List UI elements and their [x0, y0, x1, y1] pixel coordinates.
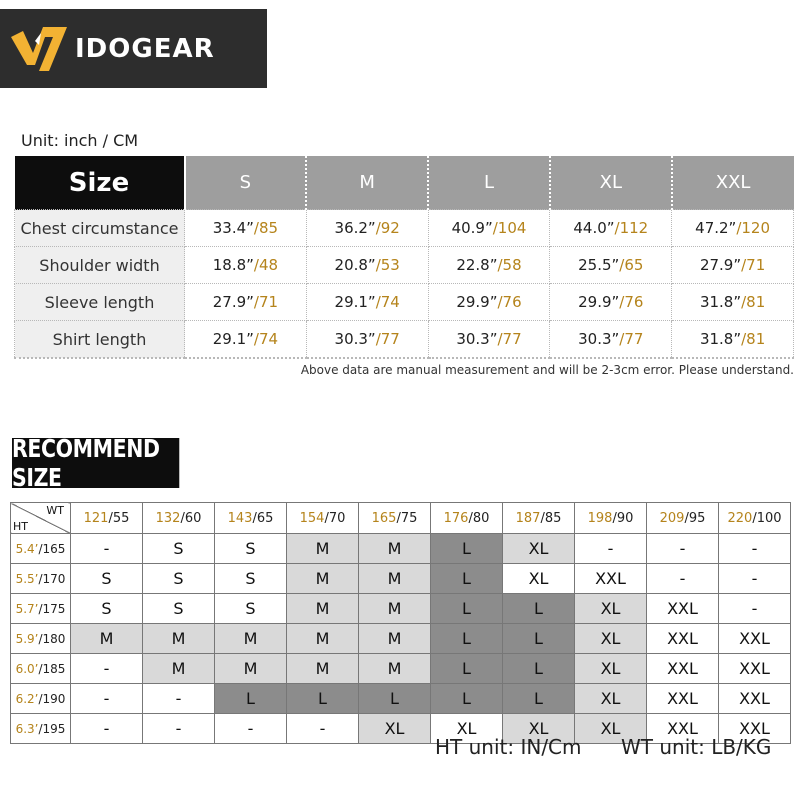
measurement-cell — [306, 210, 428, 247]
height-cm: /185 — [38, 661, 66, 676]
measurement-label: Chest circumstance — [15, 210, 185, 247]
inch-value: 27.9” — [699, 256, 742, 274]
weight-lb: 209 — [659, 510, 685, 526]
recommended-size-cell: M — [215, 624, 287, 654]
recommended-size-cell: L — [431, 594, 503, 624]
recommended-size-cell: XL — [503, 714, 575, 744]
weight-lb: 121 — [83, 510, 109, 526]
recommended-size-cell: XXL — [719, 624, 791, 654]
inch-value: 22.8” — [456, 256, 498, 274]
recommended-size-cell: M — [287, 624, 359, 654]
weight-column-header — [719, 503, 791, 534]
cm-value: /65 — [619, 256, 644, 274]
cm-value: /104 — [492, 219, 527, 237]
weight-lb: 143 — [227, 510, 253, 526]
recommended-size-cell: XXL — [647, 654, 719, 684]
ht-axis-label: HT — [13, 520, 28, 533]
inch-value: 29.1” — [212, 330, 254, 348]
cm-value: /81 — [741, 293, 766, 311]
cm-value: /76 — [619, 293, 644, 311]
measurement-cell — [185, 284, 307, 321]
recommended-size-cell: M — [287, 534, 359, 564]
weight-kg: /95 — [684, 510, 706, 526]
wt-unit-note: WT unit: LB/KG — [621, 735, 772, 759]
weight-kg: /85 — [540, 510, 562, 526]
recommended-size-cell: XL — [575, 654, 647, 684]
recommended-size-cell: XL — [503, 534, 575, 564]
size-column-header: XXL — [672, 156, 794, 210]
recommended-size-cell: S — [143, 594, 215, 624]
measurement-cell — [428, 247, 550, 284]
measurement-cell — [428, 284, 550, 321]
recommended-size-cell: XXL — [719, 684, 791, 714]
size-chart-row — [15, 284, 794, 321]
weight-lb: 132 — [155, 510, 181, 526]
height-cm: /190 — [38, 691, 66, 706]
recommended-size-cell: - — [215, 714, 287, 744]
weight-column-header — [287, 503, 359, 534]
weight-column-header — [503, 503, 575, 534]
inch-value: 29.9” — [456, 293, 498, 311]
height-cm: /170 — [38, 571, 66, 586]
recommend-row — [11, 684, 791, 714]
measurement-cell — [428, 210, 550, 247]
cm-value: /112 — [614, 219, 649, 237]
measurement-cell — [550, 210, 672, 247]
recommended-size-cell: - — [719, 534, 791, 564]
cm-value: /76 — [497, 293, 522, 311]
weight-lb: 198 — [587, 510, 613, 526]
height-in: 5.7’ — [15, 601, 39, 616]
size-chart-header-row — [15, 156, 794, 210]
measurement-cell — [428, 321, 550, 359]
measurement-cell — [672, 210, 794, 247]
cm-value: /85 — [253, 219, 279, 237]
recommended-size-cell: XXL — [647, 594, 719, 624]
recommend-row — [11, 654, 791, 684]
recommend-row — [11, 564, 791, 594]
height-row-header — [11, 534, 71, 564]
inch-value: 20.8” — [334, 256, 376, 274]
recommended-size-cell: XL — [575, 594, 647, 624]
recommended-size-cell: - — [287, 714, 359, 744]
recommended-size-cell: S — [143, 534, 215, 564]
recommended-size-cell: S — [143, 564, 215, 594]
size-header-label: Size — [15, 156, 185, 210]
recommend-row — [11, 534, 791, 564]
weight-column-header — [431, 503, 503, 534]
recommend-header-row — [11, 503, 791, 534]
measurement-label: Sleeve length — [15, 284, 185, 321]
recommended-size-cell: S — [71, 594, 143, 624]
inch-value: 27.9” — [212, 293, 254, 311]
measurement-cell — [550, 284, 672, 321]
recommended-size-cell: - — [719, 564, 791, 594]
weight-kg: /100 — [752, 510, 782, 526]
height-in: 6.3’ — [15, 721, 39, 736]
inch-value: 30.3” — [578, 330, 620, 348]
height-in: 5.9’ — [15, 631, 39, 646]
recommended-size-cell: M — [215, 654, 287, 684]
inch-value: 30.3” — [334, 330, 376, 348]
inch-value: 36.2” — [334, 219, 376, 237]
recommended-size-cell: S — [215, 594, 287, 624]
recommended-size-cell: - — [143, 714, 215, 744]
inch-value: 40.9” — [451, 219, 493, 237]
measurement-cell — [550, 321, 672, 359]
recommended-size-cell: M — [359, 654, 431, 684]
measurement-cell — [550, 247, 672, 284]
cm-value: /71 — [741, 256, 766, 274]
inch-value: 18.8” — [212, 256, 254, 274]
height-cm: /165 — [38, 541, 66, 556]
unit-label: Unit: inch / CM — [21, 131, 139, 150]
measurement-cell — [185, 321, 307, 359]
recommended-size-cell: M — [359, 624, 431, 654]
recommended-size-cell: XL — [575, 624, 647, 654]
weight-lb: 220 — [727, 510, 753, 526]
measurement-cell — [306, 284, 428, 321]
inch-value: 31.8” — [699, 293, 742, 311]
cm-value: /74 — [375, 293, 400, 311]
size-column-header: L — [428, 156, 550, 210]
cm-value: /77 — [375, 330, 400, 348]
recommended-size-cell: L — [359, 684, 431, 714]
recommended-size-cell: M — [287, 564, 359, 594]
ht-wt-corner-cell — [11, 503, 71, 534]
recommended-size-cell: XL — [431, 714, 503, 744]
cm-value: /120 — [736, 219, 771, 237]
size-column-header: XL — [550, 156, 672, 210]
measurement-cell — [306, 247, 428, 284]
recommended-size-cell: XL — [503, 564, 575, 594]
recommended-size-cell: M — [359, 564, 431, 594]
wt-axis-label: WT — [46, 504, 64, 517]
cm-value: /77 — [619, 330, 644, 348]
brand-name: IDOGEAR — [75, 33, 215, 64]
size-chart-row — [15, 210, 794, 247]
weight-lb: 154 — [299, 510, 325, 526]
inch-value: 44.0” — [573, 219, 615, 237]
recommended-size-cell: XXL — [719, 714, 791, 744]
recommended-size-cell: M — [359, 594, 431, 624]
measurement-label: Shoulder width — [15, 247, 185, 284]
recommended-size-cell: - — [647, 564, 719, 594]
weight-column-header — [359, 503, 431, 534]
cm-value: /48 — [253, 256, 279, 274]
recommended-size-cell: XL — [359, 714, 431, 744]
weight-lb: 176 — [443, 510, 469, 526]
inch-value: 29.9” — [578, 293, 620, 311]
weight-column-header — [143, 503, 215, 534]
measurement-cell — [185, 247, 307, 284]
weight-column-header — [647, 503, 719, 534]
height-row-header — [11, 564, 71, 594]
recommended-size-cell: L — [503, 594, 575, 624]
recommended-size-cell: XXL — [647, 714, 719, 744]
recommended-size-cell: L — [503, 624, 575, 654]
recommend-row — [11, 624, 791, 654]
size-chart-table — [14, 156, 794, 359]
weight-column-header — [575, 503, 647, 534]
height-in: 5.5’ — [15, 571, 39, 586]
ht-unit-note: HT unit: IN/Cm — [435, 735, 582, 759]
recommended-size-cell: M — [71, 624, 143, 654]
recommended-size-cell: - — [143, 684, 215, 714]
measurement-cell — [306, 321, 428, 359]
recommended-size-cell: - — [575, 534, 647, 564]
height-row-header — [11, 714, 71, 744]
weight-lb: 187 — [515, 510, 541, 526]
recommended-size-cell: L — [431, 624, 503, 654]
recommended-size-cell: L — [503, 654, 575, 684]
recommended-size-cell: - — [647, 534, 719, 564]
height-in: 6.0’ — [15, 661, 39, 676]
weight-kg: /75 — [396, 510, 418, 526]
cm-value: /53 — [375, 256, 400, 274]
recommended-size-cell: XXL — [719, 654, 791, 684]
recommend-row — [11, 594, 791, 624]
recommended-size-cell: XXL — [575, 564, 647, 594]
recommended-size-cell: M — [143, 654, 215, 684]
recommended-size-cell: XXL — [647, 624, 719, 654]
weight-kg: /70 — [324, 510, 346, 526]
brand-logo — [0, 9, 267, 88]
size-chart-row — [15, 247, 794, 284]
recommended-size-cell: XL — [575, 684, 647, 714]
weight-lb: 165 — [371, 510, 397, 526]
recommended-size-cell: S — [215, 534, 287, 564]
recommended-size-cell: XXL — [647, 684, 719, 714]
inch-value: 30.3” — [456, 330, 498, 348]
measurement-cell — [672, 321, 794, 359]
recommended-size-cell: S — [215, 564, 287, 594]
recommended-size-cell: L — [215, 684, 287, 714]
height-row-header — [11, 654, 71, 684]
measurement-cell — [672, 284, 794, 321]
cm-value: /71 — [253, 293, 279, 311]
weight-column-header — [215, 503, 287, 534]
recommended-size-cell: L — [503, 684, 575, 714]
inch-value: 47.2” — [695, 219, 737, 237]
measurement-cell — [672, 247, 794, 284]
recommended-size-cell: M — [359, 534, 431, 564]
recommended-size-cell: L — [431, 684, 503, 714]
recommended-size-cell: - — [71, 714, 143, 744]
recommended-size-cell: - — [719, 594, 791, 624]
height-row-header — [11, 684, 71, 714]
cm-value: /92 — [375, 219, 400, 237]
cm-value: /77 — [497, 330, 522, 348]
height-cm: /195 — [38, 721, 66, 736]
cm-value: /74 — [253, 330, 279, 348]
cm-value: /81 — [741, 330, 766, 348]
size-chart-row — [15, 321, 794, 359]
recommended-size-cell: L — [431, 564, 503, 594]
size-column-header: S — [185, 156, 307, 210]
height-row-header — [11, 594, 71, 624]
height-cm: /180 — [38, 631, 66, 646]
weight-column-header — [71, 503, 143, 534]
recommended-size-cell: - — [71, 654, 143, 684]
recommended-size-cell: L — [431, 534, 503, 564]
inch-value: 29.1” — [334, 293, 376, 311]
measurement-label: Shirt length — [15, 321, 185, 359]
measurement-cell — [185, 210, 307, 247]
recommended-size-cell: M — [287, 654, 359, 684]
recommended-size-cell: L — [287, 684, 359, 714]
weight-kg: /80 — [468, 510, 490, 526]
recommended-size-cell: M — [143, 624, 215, 654]
disclaimer-text: Above data are manual measurement and will be 2-3cm error. Please understand. — [300, 363, 794, 377]
inch-value: 33.4” — [212, 219, 254, 237]
recommend-size-table — [10, 502, 791, 744]
cm-value: /58 — [497, 256, 522, 274]
weight-kg: /55 — [108, 510, 130, 526]
recommended-size-cell: S — [71, 564, 143, 594]
size-column-header: M — [306, 156, 428, 210]
height-cm: /175 — [38, 601, 66, 616]
recommended-size-cell: L — [431, 654, 503, 684]
weight-kg: /90 — [612, 510, 634, 526]
recommended-size-cell: - — [71, 684, 143, 714]
recommended-size-cell: M — [287, 594, 359, 624]
height-in: 6.2’ — [15, 691, 39, 706]
height-row-header — [11, 624, 71, 654]
weight-kg: /60 — [180, 510, 202, 526]
weight-kg: /65 — [252, 510, 274, 526]
recommended-size-cell: XL — [575, 714, 647, 744]
height-in: 5.4’ — [15, 541, 39, 556]
recommend-size-title: RECOMMEND SIZE — [12, 438, 179, 488]
recommended-size-cell: - — [71, 534, 143, 564]
brand-emblem-icon — [9, 23, 69, 75]
inch-value: 25.5” — [578, 256, 620, 274]
inch-value: 31.8” — [699, 330, 742, 348]
